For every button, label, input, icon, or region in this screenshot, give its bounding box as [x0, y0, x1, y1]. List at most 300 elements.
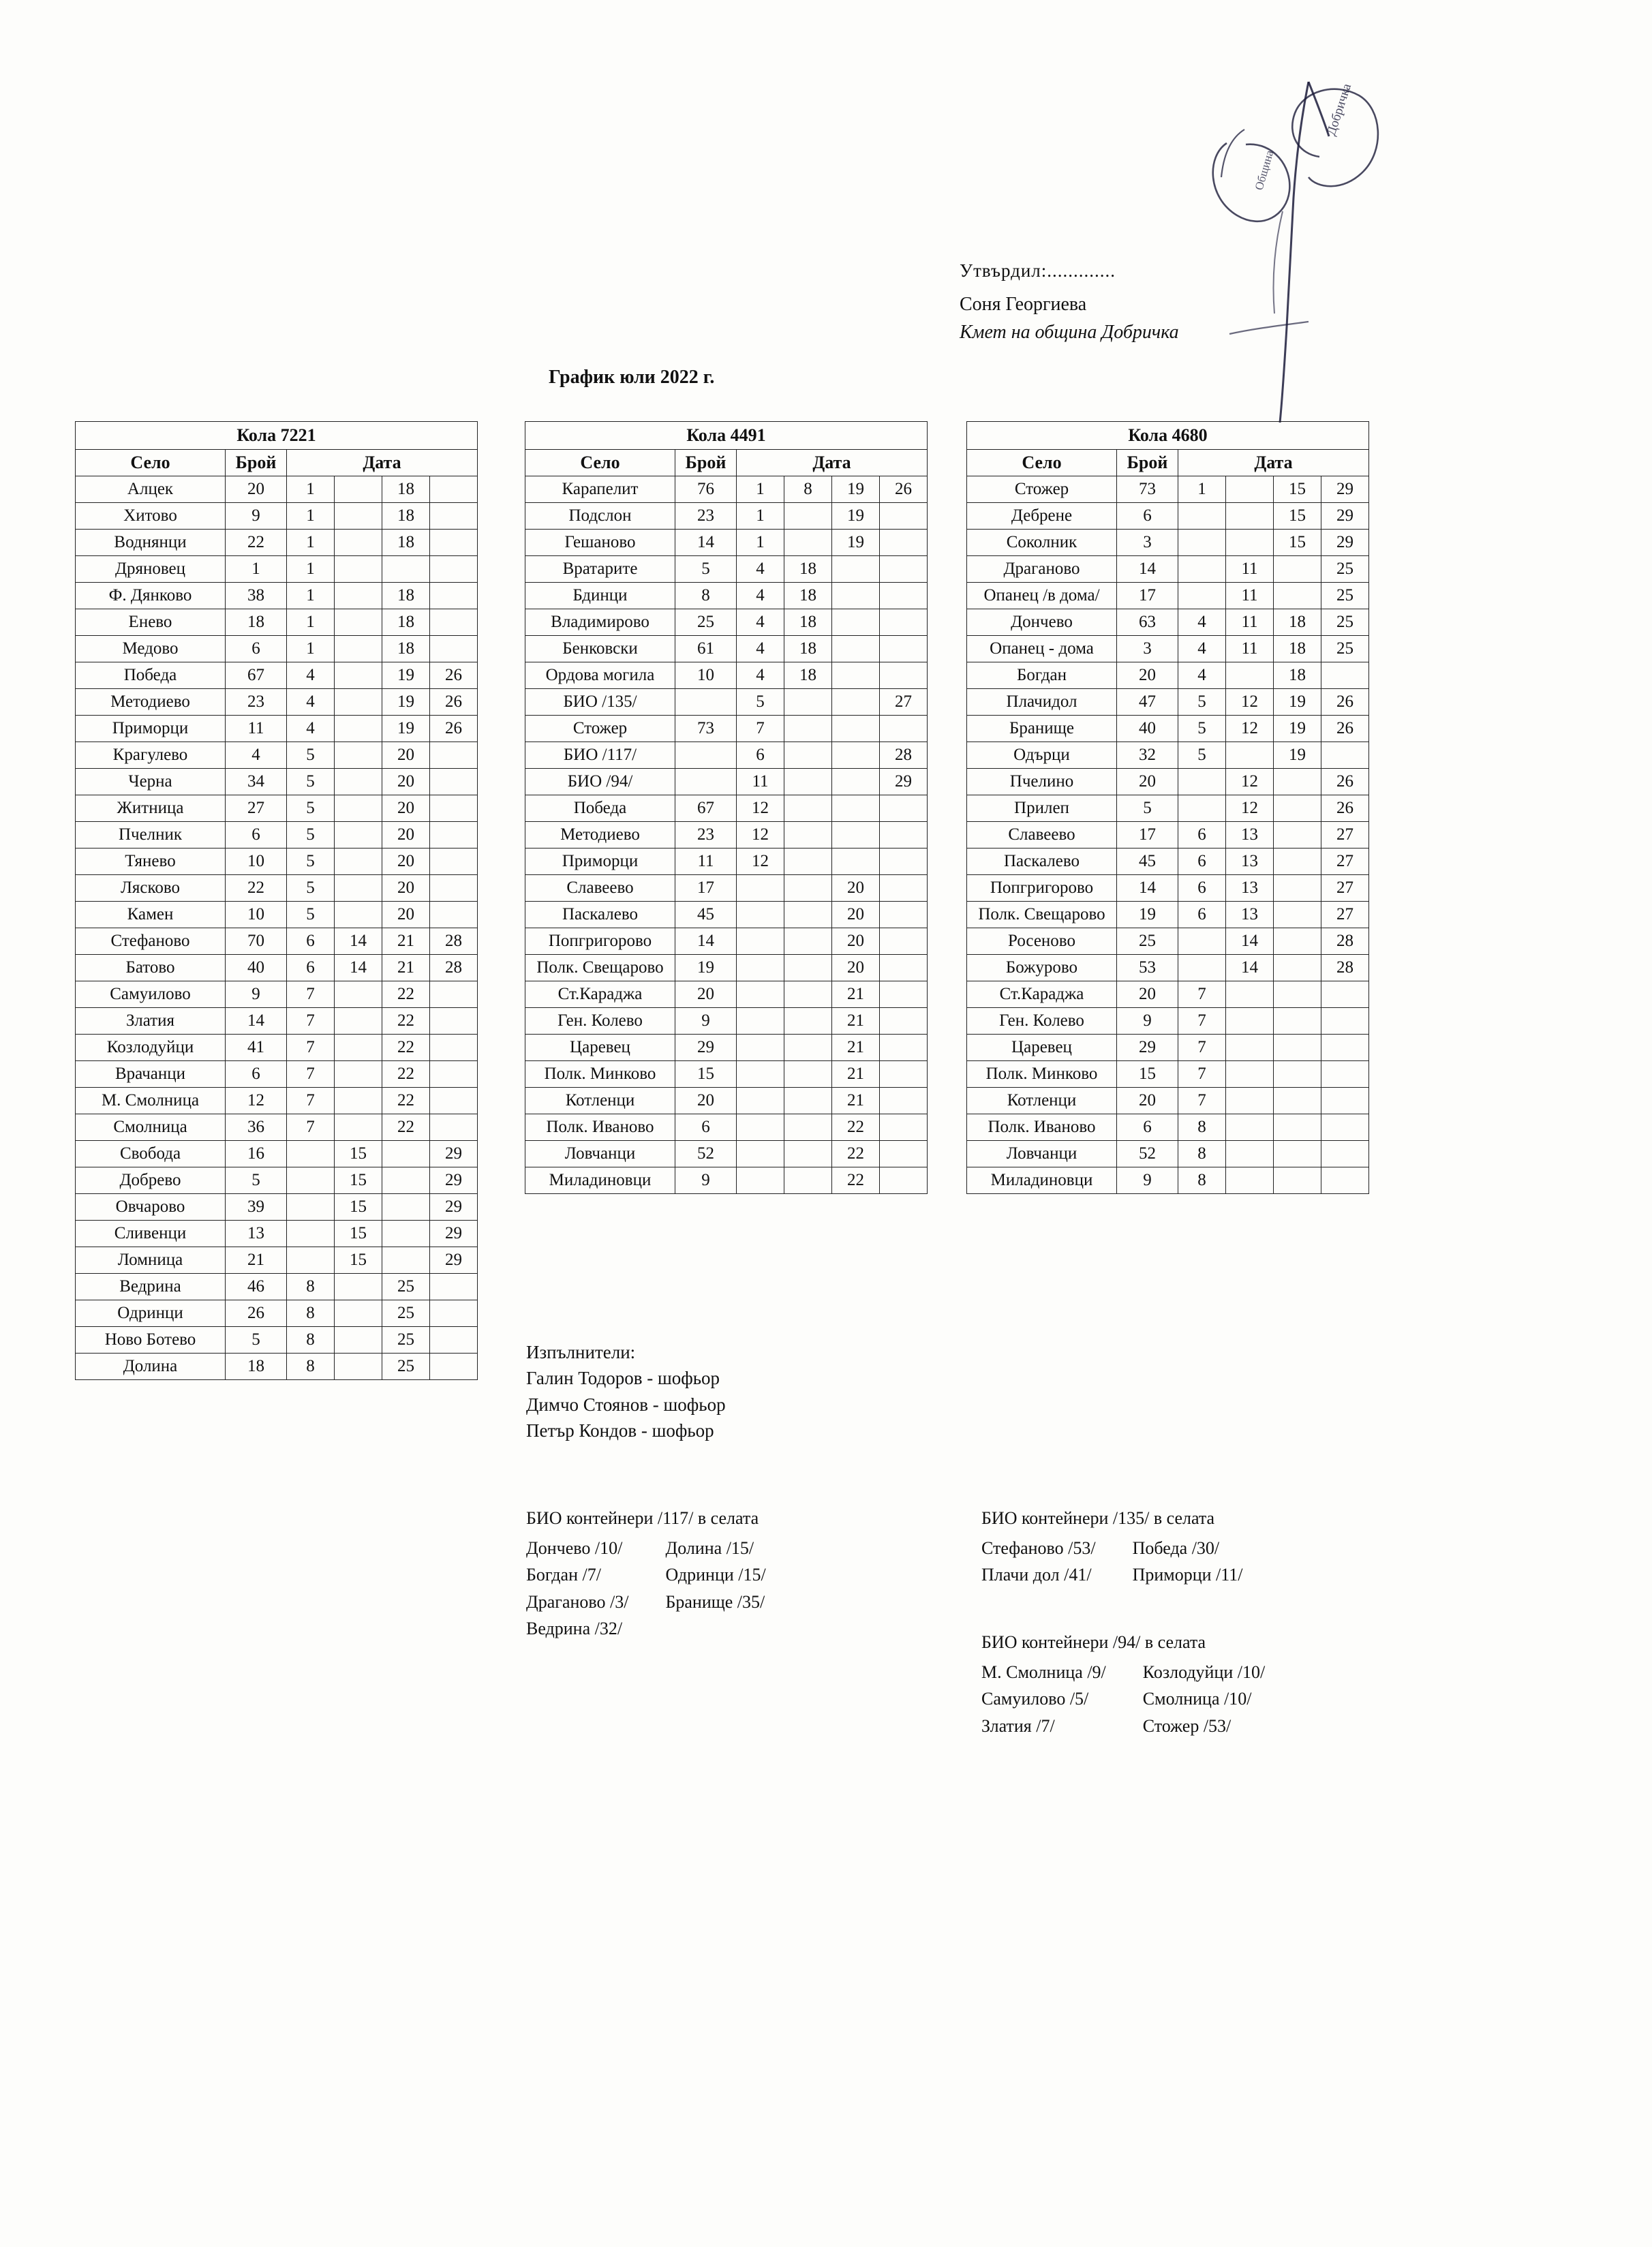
cell-date-1: 8: [287, 1274, 335, 1300]
schedule-table-7221: [75, 421, 478, 1380]
cell-date-3: [832, 636, 880, 662]
cell-village: Долина: [76, 1354, 226, 1380]
cell-date-2: 15: [335, 1221, 382, 1247]
col-village: Село: [525, 450, 675, 476]
cell-date-4: [880, 609, 928, 636]
cell-date-1: 5: [287, 875, 335, 902]
cell-date-1: 12: [737, 849, 784, 875]
cell-date-3: 15: [1274, 530, 1321, 556]
cell-village: Овчарово: [76, 1194, 226, 1221]
cell-date-1: [1178, 955, 1226, 981]
cell-date-4: [880, 636, 928, 662]
cell-date-4: [1321, 1035, 1369, 1061]
cell-date-1: 7: [1178, 1088, 1226, 1114]
cell-date-1: 12: [737, 795, 784, 822]
cell-date-1: [1178, 503, 1226, 530]
cell-date-1: 5: [1178, 716, 1226, 742]
cell-count: 34: [226, 769, 287, 795]
cell-date-2: [335, 1114, 382, 1141]
table-row: [967, 1061, 1369, 1088]
table-row: [525, 795, 928, 822]
cell-date-2: [335, 1008, 382, 1035]
table-row: [76, 875, 478, 902]
table-row: [967, 609, 1369, 636]
cell-date-1: 4: [737, 556, 784, 583]
cell-count: 20: [1117, 769, 1178, 795]
cell-village: Дряновец: [76, 556, 226, 583]
svg-text:Добричка: Добричка: [1324, 82, 1355, 138]
cell-date-4: [430, 875, 478, 902]
cell-date-4: [880, 1035, 928, 1061]
cell-date-4: 26: [430, 689, 478, 716]
table-row: [967, 849, 1369, 875]
cell-village: Хитово: [76, 503, 226, 530]
cell-count: 32: [1117, 742, 1178, 769]
cell-date-4: 29: [430, 1221, 478, 1247]
cell-date-3: [832, 716, 880, 742]
cell-date-4: [880, 530, 928, 556]
cell-date-2: 12: [1226, 716, 1274, 742]
cell-date-3: 21: [832, 981, 880, 1008]
cell-count: 21: [226, 1247, 287, 1274]
cell-count: 17: [1117, 583, 1178, 609]
cell-date-2: [335, 1035, 382, 1061]
cell-count: 14: [675, 530, 737, 556]
cell-date-4: [430, 1035, 478, 1061]
cell-village: Полк. Свещарово: [967, 902, 1117, 928]
cell-date-3: [832, 583, 880, 609]
cell-date-3: 18: [382, 530, 430, 556]
cell-date-2: [784, 769, 832, 795]
cell-date-3: 21: [832, 1061, 880, 1088]
cell-date-3: 22: [832, 1141, 880, 1167]
table-row: [525, 849, 928, 875]
cell-date-1: 6: [737, 742, 784, 769]
cell-date-3: [832, 849, 880, 875]
col-date: Дата: [737, 450, 928, 476]
cell-date-2: 11: [1226, 609, 1274, 636]
cell-count: 70: [226, 928, 287, 955]
cell-date-1: 5: [287, 742, 335, 769]
cell-village: Стожер: [525, 716, 675, 742]
bio-village: Драганово /3/: [526, 1591, 629, 1612]
approver-name: Соня Георгиева: [960, 294, 1087, 316]
cell-count: 73: [1117, 476, 1178, 503]
cell-date-2: [784, 1035, 832, 1061]
table-row: [76, 636, 478, 662]
table-row: [76, 716, 478, 742]
cell-count: 20: [675, 981, 737, 1008]
cell-village: Ст.Караджа: [967, 981, 1117, 1008]
cell-date-2: [784, 875, 832, 902]
cell-count: 53: [1117, 955, 1178, 981]
cell-date-2: [784, 1088, 832, 1114]
cell-date-2: [1226, 1008, 1274, 1035]
cell-village: Черна: [76, 769, 226, 795]
table-row: [76, 1035, 478, 1061]
table-row: [76, 662, 478, 689]
cell-date-3: 20: [832, 902, 880, 928]
table-row: [525, 769, 928, 795]
bio-note-135: [981, 1505, 1243, 1589]
col-village: Село: [967, 450, 1117, 476]
cell-village: Попгригорово: [967, 875, 1117, 902]
cell-date-3: [832, 689, 880, 716]
cell-count: [675, 742, 737, 769]
table-row: [525, 981, 928, 1008]
cell-date-2: [784, 742, 832, 769]
cell-date-2: [1226, 1114, 1274, 1141]
cell-date-3: 25: [382, 1300, 430, 1327]
cell-date-1: 7: [1178, 981, 1226, 1008]
cell-date-1: [287, 1141, 335, 1167]
cell-count: 10: [675, 662, 737, 689]
cell-date-4: [430, 769, 478, 795]
cell-date-1: 5: [287, 902, 335, 928]
cell-date-2: 14: [335, 955, 382, 981]
cell-count: 45: [1117, 849, 1178, 875]
cell-date-1: 7: [287, 1008, 335, 1035]
table-row: [967, 1008, 1369, 1035]
cell-date-1: [737, 981, 784, 1008]
cell-count: 52: [675, 1141, 737, 1167]
table-row: [525, 689, 928, 716]
cell-date-1: 4: [1178, 662, 1226, 689]
cell-date-3: 19: [832, 503, 880, 530]
bio-village: Самуилово /5/: [981, 1689, 1089, 1709]
cell-date-4: [430, 1354, 478, 1380]
cell-date-3: 19: [832, 476, 880, 503]
cell-date-3: 22: [382, 1061, 430, 1088]
cell-date-1: 1: [287, 476, 335, 503]
table-body-4680: [967, 476, 1369, 1194]
cell-date-3: 20: [382, 742, 430, 769]
table-row: [525, 875, 928, 902]
cell-date-3: [1274, 1114, 1321, 1141]
cell-village: Крагулево: [76, 742, 226, 769]
cell-date-1: [737, 1167, 784, 1194]
cell-date-2: [1226, 662, 1274, 689]
cell-count: 63: [1117, 609, 1178, 636]
cell-date-4: [430, 1061, 478, 1088]
cell-date-2: [335, 1061, 382, 1088]
bio-village: Дончево /10/: [526, 1538, 623, 1558]
cell-date-1: 5: [1178, 689, 1226, 716]
bio-note-title: БИО контейнери /117/ в селата: [526, 1508, 759, 1528]
cell-date-2: [784, 928, 832, 955]
cell-date-1: 6: [1178, 822, 1226, 849]
cell-count: 6: [1117, 503, 1178, 530]
cell-date-1: [737, 928, 784, 955]
table-row: [525, 609, 928, 636]
table-row: [76, 1141, 478, 1167]
cell-date-3: [832, 795, 880, 822]
cell-village: Одърци: [967, 742, 1117, 769]
cell-date-1: [1178, 556, 1226, 583]
cell-date-2: 18: [784, 662, 832, 689]
cell-date-2: [335, 795, 382, 822]
cell-count: 8: [675, 583, 737, 609]
cell-count: 17: [1117, 822, 1178, 849]
cell-date-2: [335, 742, 382, 769]
cell-date-3: [832, 769, 880, 795]
cell-date-4: 29: [430, 1167, 478, 1194]
cell-date-4: 28: [1321, 928, 1369, 955]
bio-village: Козлодуйци /10/: [1142, 1662, 1266, 1682]
cell-date-1: 8: [1178, 1141, 1226, 1167]
cell-village: Бранище: [967, 716, 1117, 742]
cell-date-3: 19: [1274, 742, 1321, 769]
cell-count: 15: [675, 1061, 737, 1088]
cell-count: 13: [226, 1221, 287, 1247]
cell-date-2: [1226, 981, 1274, 1008]
cell-date-2: [335, 902, 382, 928]
cell-date-1: [737, 1114, 784, 1141]
table-row: [967, 530, 1369, 556]
bio-village: Богдан /7/: [526, 1565, 601, 1585]
cell-date-1: 4: [1178, 609, 1226, 636]
cell-date-3: [382, 1167, 430, 1194]
cell-date-3: [1274, 769, 1321, 795]
table-row: [525, 716, 928, 742]
cell-date-4: 26: [430, 716, 478, 742]
cell-village: Попгригорово: [525, 928, 675, 955]
bio-note-col-2: [665, 1535, 765, 1642]
cell-date-4: [880, 981, 928, 1008]
cell-date-3: 20: [832, 875, 880, 902]
cell-date-2: 11: [1226, 556, 1274, 583]
cell-date-4: [430, 503, 478, 530]
cell-village: Ново Ботево: [76, 1327, 226, 1354]
cell-count: 3: [1117, 636, 1178, 662]
cell-date-2: [784, 902, 832, 928]
cell-date-3: 25: [382, 1327, 430, 1354]
approved-label: Утвърдил:.............: [960, 260, 1116, 281]
cell-date-1: [737, 1088, 784, 1114]
cell-date-4: 25: [1321, 556, 1369, 583]
cell-village: Методиево: [525, 822, 675, 849]
cell-date-3: 25: [382, 1354, 430, 1380]
cell-count: 6: [226, 636, 287, 662]
table-row: [76, 503, 478, 530]
cell-date-2: 18: [784, 556, 832, 583]
car-title: Кола 4491: [525, 422, 928, 450]
cell-date-1: 8: [1178, 1114, 1226, 1141]
bio-village: Ведрина /32/: [526, 1619, 623, 1639]
table-row: [967, 955, 1369, 981]
cell-date-4: 27: [880, 689, 928, 716]
cell-village: БИО /117/: [525, 742, 675, 769]
cell-village: Методиево: [76, 689, 226, 716]
cell-date-1: 1: [287, 583, 335, 609]
cell-date-3: [1274, 583, 1321, 609]
table-body-4491: [525, 476, 928, 1194]
cell-date-2: [784, 689, 832, 716]
cell-date-4: 26: [430, 662, 478, 689]
cell-date-3: [1274, 822, 1321, 849]
cell-date-2: 13: [1226, 875, 1274, 902]
cell-date-2: [335, 875, 382, 902]
cell-date-4: 27: [1321, 875, 1369, 902]
cell-date-2: 14: [1226, 928, 1274, 955]
cell-date-3: 20: [382, 822, 430, 849]
cell-date-3: [832, 822, 880, 849]
table-row: [76, 689, 478, 716]
cell-count: 40: [1117, 716, 1178, 742]
cell-date-3: 22: [382, 1008, 430, 1035]
bio-village: Смолница /10/: [1142, 1689, 1252, 1709]
bio-note-title: БИО контейнери /94/ в селата: [981, 1632, 1206, 1652]
cell-date-4: [430, 981, 478, 1008]
cell-date-4: [430, 1300, 478, 1327]
cell-count: 6: [675, 1114, 737, 1141]
cell-date-3: 18: [382, 476, 430, 503]
cell-date-1: 4: [737, 636, 784, 662]
cell-date-3: 18: [1274, 636, 1321, 662]
cell-date-4: [430, 849, 478, 875]
cell-date-4: [430, 530, 478, 556]
cell-date-1: 6: [1178, 902, 1226, 928]
cell-date-3: 22: [382, 1114, 430, 1141]
cell-count: 9: [1117, 1008, 1178, 1035]
cell-village: Пчелник: [76, 822, 226, 849]
cell-date-1: 4: [287, 716, 335, 742]
cell-village: Славеево: [967, 822, 1117, 849]
cell-count: 5: [1117, 795, 1178, 822]
cell-date-2: [335, 1300, 382, 1327]
cell-date-3: [1274, 928, 1321, 955]
cell-date-3: 19: [832, 530, 880, 556]
col-count: Брой: [675, 450, 737, 476]
cell-village: Козлодуйци: [76, 1035, 226, 1061]
table-row: [76, 1300, 478, 1327]
cell-date-2: 15: [335, 1194, 382, 1221]
cell-date-2: [784, 1167, 832, 1194]
table-row: [76, 609, 478, 636]
col-date: Дата: [287, 450, 478, 476]
cell-date-3: [1274, 1035, 1321, 1061]
cell-date-4: [1321, 1114, 1369, 1141]
cell-date-4: [880, 1008, 928, 1035]
cell-date-3: 20: [382, 769, 430, 795]
cell-date-2: [335, 1274, 382, 1300]
cell-date-2: [784, 716, 832, 742]
cell-count: 47: [1117, 689, 1178, 716]
cell-count: 25: [675, 609, 737, 636]
cell-date-1: [287, 1167, 335, 1194]
cell-date-2: [784, 981, 832, 1008]
cell-date-1: 8: [287, 1300, 335, 1327]
cell-date-2: 15: [335, 1141, 382, 1167]
cell-date-4: 28: [430, 928, 478, 955]
cell-date-2: [1226, 1088, 1274, 1114]
cell-date-2: [335, 689, 382, 716]
cell-date-4: [1321, 662, 1369, 689]
cell-date-1: 8: [1178, 1167, 1226, 1194]
table-row: [525, 1088, 928, 1114]
cell-date-4: [1321, 742, 1369, 769]
schedule-table-4491: [525, 421, 928, 1194]
cell-date-1: 5: [287, 769, 335, 795]
cell-date-2: [784, 1141, 832, 1167]
cell-date-1: 7: [287, 1114, 335, 1141]
cell-date-3: [382, 1247, 430, 1274]
table-row: [76, 902, 478, 928]
cell-date-4: [1321, 1088, 1369, 1114]
table-row: [76, 530, 478, 556]
cell-village: Плачидол: [967, 689, 1117, 716]
cell-date-2: 14: [1226, 955, 1274, 981]
cell-date-4: 29: [1321, 503, 1369, 530]
cell-count: 11: [226, 716, 287, 742]
cell-date-3: 22: [382, 1088, 430, 1114]
cell-village: Гешаново: [525, 530, 675, 556]
cell-village: БИО /94/: [525, 769, 675, 795]
cell-village: Вратарите: [525, 556, 675, 583]
cell-date-2: [784, 822, 832, 849]
cell-date-4: 26: [1321, 689, 1369, 716]
cell-date-3: 19: [1274, 689, 1321, 716]
cell-count: 14: [1117, 556, 1178, 583]
cell-date-3: 22: [832, 1167, 880, 1194]
cell-date-3: [832, 609, 880, 636]
table-row: [76, 1327, 478, 1354]
bio-note-94: [981, 1629, 1265, 1739]
cell-date-3: [1274, 955, 1321, 981]
cell-date-4: 29: [1321, 476, 1369, 503]
cell-date-1: 6: [287, 928, 335, 955]
svg-text:Община: Община: [1252, 149, 1276, 192]
cell-date-1: 4: [287, 662, 335, 689]
cell-count: 9: [226, 981, 287, 1008]
cell-date-4: 26: [1321, 769, 1369, 795]
table-row: [967, 503, 1369, 530]
cell-village: Ломница: [76, 1247, 226, 1274]
cell-date-2: [335, 822, 382, 849]
bio-note-117: [526, 1505, 766, 1642]
cell-date-1: [737, 1008, 784, 1035]
cell-count: 29: [675, 1035, 737, 1061]
cell-village: Царевец: [525, 1035, 675, 1061]
executors-block: [526, 1339, 726, 1443]
table-row: [967, 1088, 1369, 1114]
bio-village: Стефаново /53/: [981, 1538, 1096, 1558]
cell-date-4: [430, 1327, 478, 1354]
cell-count: 12: [226, 1088, 287, 1114]
table-row: [76, 1061, 478, 1088]
cell-date-4: [1321, 981, 1369, 1008]
cell-date-4: [430, 742, 478, 769]
cell-count: 1: [226, 556, 287, 583]
table-row: [76, 1088, 478, 1114]
cell-village: Смолница: [76, 1114, 226, 1141]
car-block-4680: [966, 421, 1369, 1194]
car-block-4491: [525, 421, 928, 1194]
cell-count: 9: [226, 503, 287, 530]
cell-date-2: [1226, 1061, 1274, 1088]
cell-count: 6: [226, 822, 287, 849]
approval-block: [960, 258, 1179, 346]
cell-date-2: [1226, 476, 1274, 503]
cell-village: Ген. Колево: [525, 1008, 675, 1035]
cell-count: 11: [675, 849, 737, 875]
cell-village: Росеново: [967, 928, 1117, 955]
table-row: [525, 822, 928, 849]
cell-count: 46: [226, 1274, 287, 1300]
table-row: [525, 902, 928, 928]
cell-date-3: [1274, 981, 1321, 1008]
table-row: [967, 1141, 1369, 1167]
